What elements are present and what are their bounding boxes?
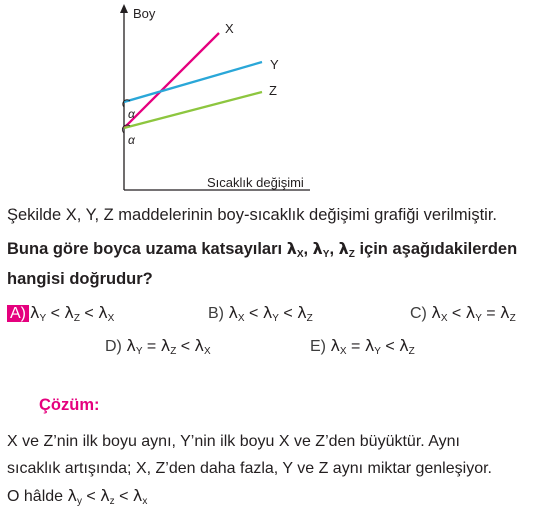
sep: ,	[329, 240, 339, 258]
option-b[interactable]	[208, 303, 313, 324]
sub: Y	[374, 346, 381, 357]
solution-prefix: O hâlde	[7, 488, 68, 505]
sub: X	[107, 313, 115, 324]
angle-label-top: α	[128, 107, 135, 121]
sub-z: Z	[348, 249, 355, 260]
sub: Y	[475, 313, 482, 324]
option-d-letter: D)	[105, 338, 122, 355]
sub: y	[76, 496, 82, 507]
lambda-z: λ	[338, 239, 349, 258]
x-axis-label: Sıcaklık değişimi	[207, 175, 304, 190]
op: <	[114, 488, 133, 505]
lambda: λ	[500, 303, 510, 322]
solution-line-1: X ve Z’nin ilk boyu aynı, Y’nin ilk boyu X ve Z’den büyüktür. Aynı	[7, 433, 460, 450]
op: <	[176, 338, 195, 355]
angle-label-bottom: α	[128, 133, 135, 147]
sub: X	[204, 346, 211, 357]
op: <	[79, 305, 99, 322]
sub: Y	[39, 313, 47, 324]
lambda-x: λ	[286, 239, 297, 258]
lambda: λ	[194, 336, 204, 355]
lambda: λ	[431, 303, 441, 322]
lambda: λ	[132, 486, 143, 505]
sub-y: Y	[322, 249, 330, 260]
option-c-letter: C)	[410, 305, 427, 322]
sub: Z	[408, 346, 415, 357]
lambda: λ	[30, 303, 40, 322]
line-x-label: X	[225, 21, 234, 36]
sub: Z	[73, 313, 80, 324]
option-e-letter: E)	[310, 338, 326, 355]
sub-x: X	[296, 249, 304, 260]
line-x	[124, 33, 219, 128]
op: <	[81, 488, 101, 505]
prompt-start: Buna göre boyca uzama katsayıları	[7, 240, 287, 258]
solution-text	[7, 428, 547, 515]
line-y	[124, 62, 262, 102]
lambda-y: λ	[312, 239, 323, 258]
lambda: λ	[64, 303, 74, 322]
option-a-letter: A)	[7, 305, 29, 322]
sep: ,	[303, 240, 313, 258]
y-axis-arrow	[120, 4, 128, 13]
op: <	[46, 305, 65, 322]
sub: Z	[306, 313, 313, 324]
op: <	[244, 305, 263, 322]
lambda: λ	[364, 336, 375, 355]
expansion-graph	[0, 0, 549, 200]
lambda: λ	[98, 303, 108, 322]
question-prompt	[7, 237, 543, 291]
op: <	[447, 305, 466, 322]
lambda: λ	[126, 336, 136, 355]
lambda: λ	[262, 303, 273, 322]
question-statement: Şekilde X, Y, Z maddelerinin boy-sıcaklık değişimi grafiği verilmiştir.	[7, 206, 497, 224]
sub: X	[237, 313, 245, 324]
lambda: λ	[67, 486, 77, 505]
option-e[interactable]	[310, 336, 415, 357]
sub: Z	[170, 346, 177, 357]
sub: z	[109, 496, 115, 507]
prompt-end: için aşağıdakilerden hangisi doğrudur?	[7, 240, 518, 288]
lambda: λ	[100, 486, 110, 505]
solution-line-2: sıcaklık artışında; X, Z’den daha fazla, Y ve Z aynı miktar genleşiyor.	[7, 460, 492, 477]
solution-title: Çözüm:	[39, 396, 100, 414]
op: =	[142, 338, 161, 355]
line-z	[124, 92, 262, 128]
lambda: λ	[399, 336, 409, 355]
sub: X	[339, 346, 347, 357]
option-a[interactable]	[7, 303, 114, 324]
option-c[interactable]	[410, 303, 516, 324]
sub: Z	[509, 313, 516, 324]
sub: Y	[135, 346, 143, 357]
lambda: λ	[297, 303, 307, 322]
option-d[interactable]	[105, 336, 211, 357]
lambda: λ	[160, 336, 171, 355]
lambda: λ	[228, 303, 238, 322]
op: =	[481, 305, 501, 322]
op: =	[346, 338, 365, 355]
op: <	[380, 338, 400, 355]
lambda: λ	[465, 303, 476, 322]
solution-line-3	[7, 482, 547, 515]
lambda: λ	[330, 336, 340, 355]
sub: x	[142, 496, 148, 507]
y-axis-label: Boy	[133, 6, 156, 21]
line-z-label: Z	[269, 83, 277, 98]
sub: X	[440, 313, 448, 324]
line-y-label: Y	[270, 57, 279, 72]
op: <	[278, 305, 298, 322]
sub: Y	[272, 313, 279, 324]
option-b-letter: B)	[208, 305, 224, 322]
